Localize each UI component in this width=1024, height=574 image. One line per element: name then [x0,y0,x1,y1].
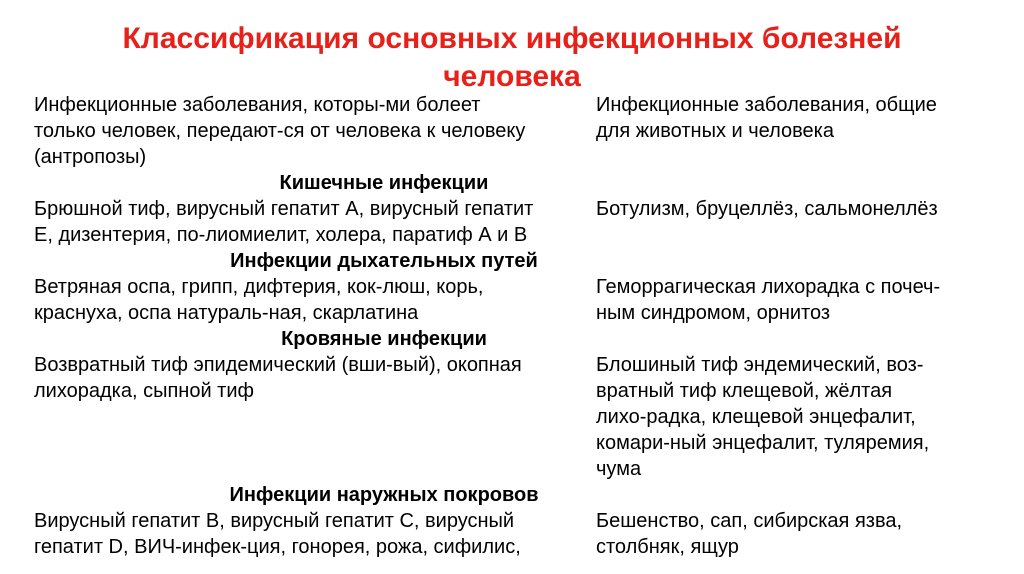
intestinal-left-line: Брюшной тиф, вирусный гепатит А, вирусный гепатит [34,198,534,220]
intestinal-left-cell [34,196,596,248]
header-left-line: (антропозы) [34,146,147,168]
section-row-respiratory [34,274,994,326]
respiratory-left-line: краснуха, оспа натураль-ная, скарлатина [34,302,419,324]
intestinal-right-cell [596,196,994,248]
header-right-cell [596,92,994,170]
header-row [34,92,994,170]
blood-left-line: лихорадка, сыпной тиф [34,380,254,402]
section-heading-intestinal: Кишечные инфекции [279,172,489,194]
intestinal-left-line: Е, дизентерия, по-лиомиелит, холера, паратиф А и В [34,224,528,246]
skin-right-line: Бешенство, сап, сибирская язва, [596,510,903,532]
respiratory-left-line: Ветряная оспа, грипп, дифтерия, кок-люш, корь, [34,276,484,298]
intestinal-right-line: Ботулизм, бруцеллёз, сальмонеллёз [596,198,938,220]
blood-right-cell [596,352,994,482]
skin-left-cell [34,508,596,560]
blood-right-line: чума [596,458,642,480]
blood-right-line: лихо-радка, клещевой энцефалит, [596,406,916,428]
respiratory-left-cell [34,274,596,326]
page-title [0,20,1024,96]
section-heading-blood: Кровяные инфекции [281,328,487,350]
section-row-blood [34,352,994,482]
header-right-line: для животных и человека [596,120,834,142]
header-left-line: Инфекционные заболевания, которы-ми болеет [34,94,481,116]
section-heading-respiratory: Инфекции дыхательных путей [230,250,538,272]
respiratory-right-line: Геморрагическая лихорадка с почеч- [596,276,941,298]
header-left-cell [34,92,596,170]
skin-right-cell [596,508,994,560]
blood-right-line: Блошиный тиф эндемический, воз- [596,354,924,376]
header-right-line: Инфекционные заболевания, общие [596,94,937,116]
skin-left-line: гепатит D, ВИЧ-инфек-ция, гонорея, рожа, сифилис, [34,536,521,558]
section-row-skin [34,508,994,560]
respiratory-right-cell [596,274,994,326]
blood-left-line: Возвратный тиф эпидемический (вши-вый), окопная [34,354,522,376]
blood-left-cell [34,352,596,482]
blood-right-line: вратный тиф клещевой, жёлтая [596,380,893,402]
section-heading-skin: Инфекции наружных покровов [229,484,539,506]
title-line-2: человека [443,60,581,93]
header-left-line: только человек, передают-ся от человека к человеку [34,120,526,142]
skin-right-line: столбняк, ящур [596,536,739,558]
skin-left-line: Вирусный гепатит В, вирусный гепатит С, вирусный [34,510,515,532]
respiratory-right-line: ным синдромом, орнитоз [596,302,831,324]
classification-table [34,92,994,560]
section-row-intestinal [34,196,994,248]
title-line-1: Классификация основных инфекционных болезней [122,22,902,55]
blood-right-line: комари-ный энцефалит, туляремия, [596,432,930,454]
